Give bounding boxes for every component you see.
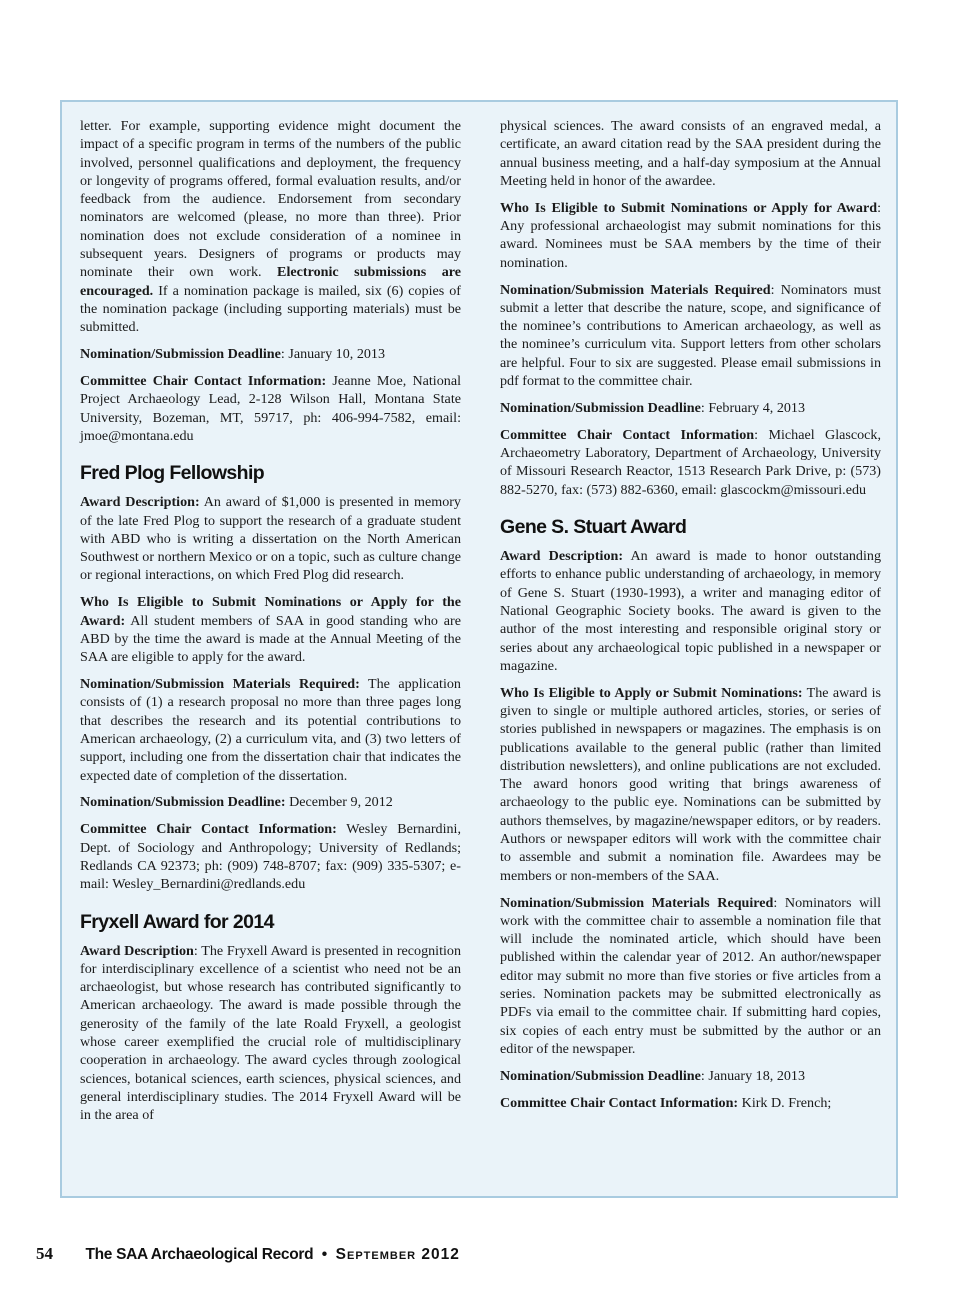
- materials-label: Nomination/Submission Materials Required: [500, 281, 771, 298]
- contact-label: Committee Chair Contact Information: [500, 426, 755, 443]
- fryxell-contact: [500, 426, 881, 499]
- stuart-deadline: [500, 1067, 881, 1085]
- description-value: An award of $1,000 is presented in memory of the late Fred Plog to support the research of a graduate student with ABD who is writing a dissertation on the North American Southwest or northern Mexico or on a topic, such as culture change or regional interactions, on which Fred Plog did research.: [80, 494, 461, 584]
- stuart-materials: [500, 894, 881, 1059]
- deadline-value: December 9, 2012: [285, 794, 393, 811]
- fryxell-deadline: [500, 399, 881, 417]
- description-label: Award Description:: [500, 548, 624, 565]
- contact-value: : Michael Glascock, Archaeometry Laboratory, Department of Archaeology, University of Missouri Research Reactor, 1513 Research Park Drive, p: (573) 882-5270, fax: (573) 882-6360, email: glascockm@missouri.edu: [500, 426, 881, 498]
- materials-value: : Nominators must submit a letter that describe the nature, scope, and significance of the nominee’s contributions to American archaeology, as well as the nominee’s curriculum vita. Support letters from other scholars are helpful. Four to six are suggested. Please email submissions in pdf format to the committee chair.: [500, 281, 881, 390]
- description-value: An award is made to honor outstanding efforts to enhance public understanding of archaeology, in memory of Gene S. Stuart (1930-1993), a writer and managing editor of National Geographic Society books. The award is given to the author of the most interesting and responsible original story or series about any archaeological topic published in a newspaper or magazine.: [500, 548, 881, 674]
- stuart-heading: Gene S. Stuart Award: [500, 516, 687, 539]
- stuart-description: [500, 547, 881, 675]
- fryxell-eligibility: [500, 199, 881, 272]
- fryxell-heading: Fryxell Award for 2014: [80, 910, 274, 933]
- plog-eligibility: [80, 593, 461, 666]
- intro-text-end: If a nomination package is mailed, six (6) copies of the nomination package (including supporting materials) must be submitted.: [80, 282, 461, 336]
- plog-description: [80, 493, 461, 584]
- intro-paragraph: [80, 117, 461, 337]
- materials-value: : Nominators will work with the committee chair to assemble a nomination file that will include the nominated article, which should have been published within the calendar year of 2012. An author/newspaper editor may submit no more than five stories or five articles from a series. Nomination packets may be submitted electronically as PDFs via email to the committee chair. If submitting hard copies, six copies of each entry must be submitted by the author or an editor of the newspaper.: [500, 894, 882, 1057]
- contact-label: Committee Chair Contact Information:: [80, 821, 337, 838]
- contact-label: Committee Chair Contact Information:: [80, 373, 327, 390]
- eligibility-label: Who Is Eligible to Submit Nominations or Apply for Award: [500, 199, 878, 216]
- contact-value: Wesley Bernardini, Dept. of Sociology and Anthropology; University of Redlands; Redlands CA 92373; ph: (909) 748-8707; fax: (909) 335-5307; e-mail: Wesley_Bernardini@redlands.edu: [80, 821, 461, 893]
- eligibility-value: : Any professional archaeologist may submit nominations for this award. Nominees must be SAA members by the time of their nomination.: [500, 199, 881, 271]
- fryxell-continued: [500, 117, 881, 190]
- contact-value: Jeanne Moe, National Project Archaeology Lead, 2-128 Wilson Hall, Montana State University, Bozeman, MT, 59717, ph: 406-994-7582, email: jmoe@montana.edu: [80, 373, 461, 444]
- fryxell-materials: [500, 281, 881, 391]
- deadline-value: : January 18, 2013: [700, 1067, 806, 1084]
- materials-label: Nomination/Submission Materials Required: [500, 894, 774, 911]
- deadline-value: : February 4, 2013: [700, 399, 806, 416]
- intro-text: letter. For example, supporting evidence might document the impact of a specific program in terms of the numbers of the public involved, personnel qualifications and deployment, the frequency or longevity of programs offered, formal evaluation results, and/or feedback from the audience. Endorsement from secondary nominators are welcomed (please, no more than three). Prior nomination does not exclude consideration of a nominee in subsequent years. Designers of programs or products may nominate their own work.: [80, 118, 461, 281]
- left-column: [80, 117, 461, 1133]
- stuart-contact: [500, 1094, 881, 1112]
- bullet-separator: •: [321, 1246, 328, 1263]
- page-number: 54: [36, 1244, 53, 1263]
- plog-materials: [80, 675, 461, 785]
- right-column: [500, 117, 881, 1121]
- intro-bold-text: Electronic submissions are encouraged.: [80, 264, 461, 299]
- plog-heading: Fred Plog Fellowship: [80, 462, 265, 485]
- eligibility-value: All student members of SAA in good standing who are ABD by the time the award is made at the Annual Meeting of the SAA are eligible to apply for the award.: [80, 612, 461, 666]
- contact-value: Kirk D. French;: [738, 1094, 832, 1111]
- deadline-label: Nomination/Submission Deadline:: [80, 794, 286, 811]
- materials-label: Nomination/Submission Materials Required:: [80, 676, 360, 693]
- fryxell-description: [80, 942, 461, 1125]
- deadline-label: Nomination/Submission Deadline: [500, 1067, 701, 1084]
- plog-deadline: [80, 793, 461, 811]
- eligibility-label: Who Is Eligible to Submit Nominations or Apply for the Award:: [80, 594, 461, 629]
- description-label: Award Description: [80, 942, 194, 959]
- materials-value: The application consists of (1) a research proposal no more than three pages long that describes the research and its potential contributions to American archaeology, (2) a curriculum vita, and (3) two letters of support, including one from the dissertation chair that indicates the expected date of completion of the dissertation.: [80, 676, 461, 784]
- deadline-value: : January 10, 2013: [280, 346, 386, 363]
- intro-contact: [80, 372, 461, 445]
- deadline-label: Nomination/Submission Deadline: [500, 399, 701, 416]
- stuart-eligibility: [500, 684, 881, 885]
- deadline-label: Nomination/Submission Deadline: [80, 346, 281, 363]
- intro-deadline: [80, 345, 461, 363]
- fryxell-continued-text: physical sciences. The award consists of an engraved medal, a certificate, an award citation read by the SAA president during the annual business meeting, and a half-day symposium at the Annual Meeting held in honor of the awardee.: [500, 118, 881, 189]
- description-value: : The Fryxell Award is presented in recognition for interdisciplinary excellence of a scientist who need not be an archaeologist, but whose research has contributed significantly to American archaeology. The award is made possible through the generosity of the family of the late Roald Fryxell, a geologist whose career exemplified the crucial role of multidisciplinary cooperation in archaeology. The award cycles through zoological sciences, botanical sciences, earth sciences, physical sciences, and general interdisciplinary studies. The 2014 Fryxell Award will be in the area of: [80, 942, 462, 1124]
- eligibility-label: Who Is Eligible to Apply or Submit Nominations:: [500, 684, 803, 701]
- issue-date: September 2012: [335, 1246, 460, 1263]
- plog-contact: [80, 820, 461, 893]
- journal-title: The SAA Archaeological Record: [85, 1246, 314, 1263]
- description-label: Award Description:: [80, 494, 200, 511]
- page-footer: [36, 1244, 460, 1264]
- eligibility-value: The award is given to single or multiple authored articles, stories, or series of stories published in newspapers or magazines. The emphasis is on publications available to the general public (rather than limited distribution newsletters), and online publications are not excluded. The award honors good writing that brings awareness of archaeology to the public eye. Nominations can be submitted by authors themselves, by magazine/newspaper editors, or by readers. Authors or newspaper editors will work with the committee chair to assemble and submit a nomination file. Awardees may be members or non-members of the SAA.: [500, 684, 881, 884]
- contact-label: Committee Chair Contact Information:: [500, 1094, 739, 1111]
